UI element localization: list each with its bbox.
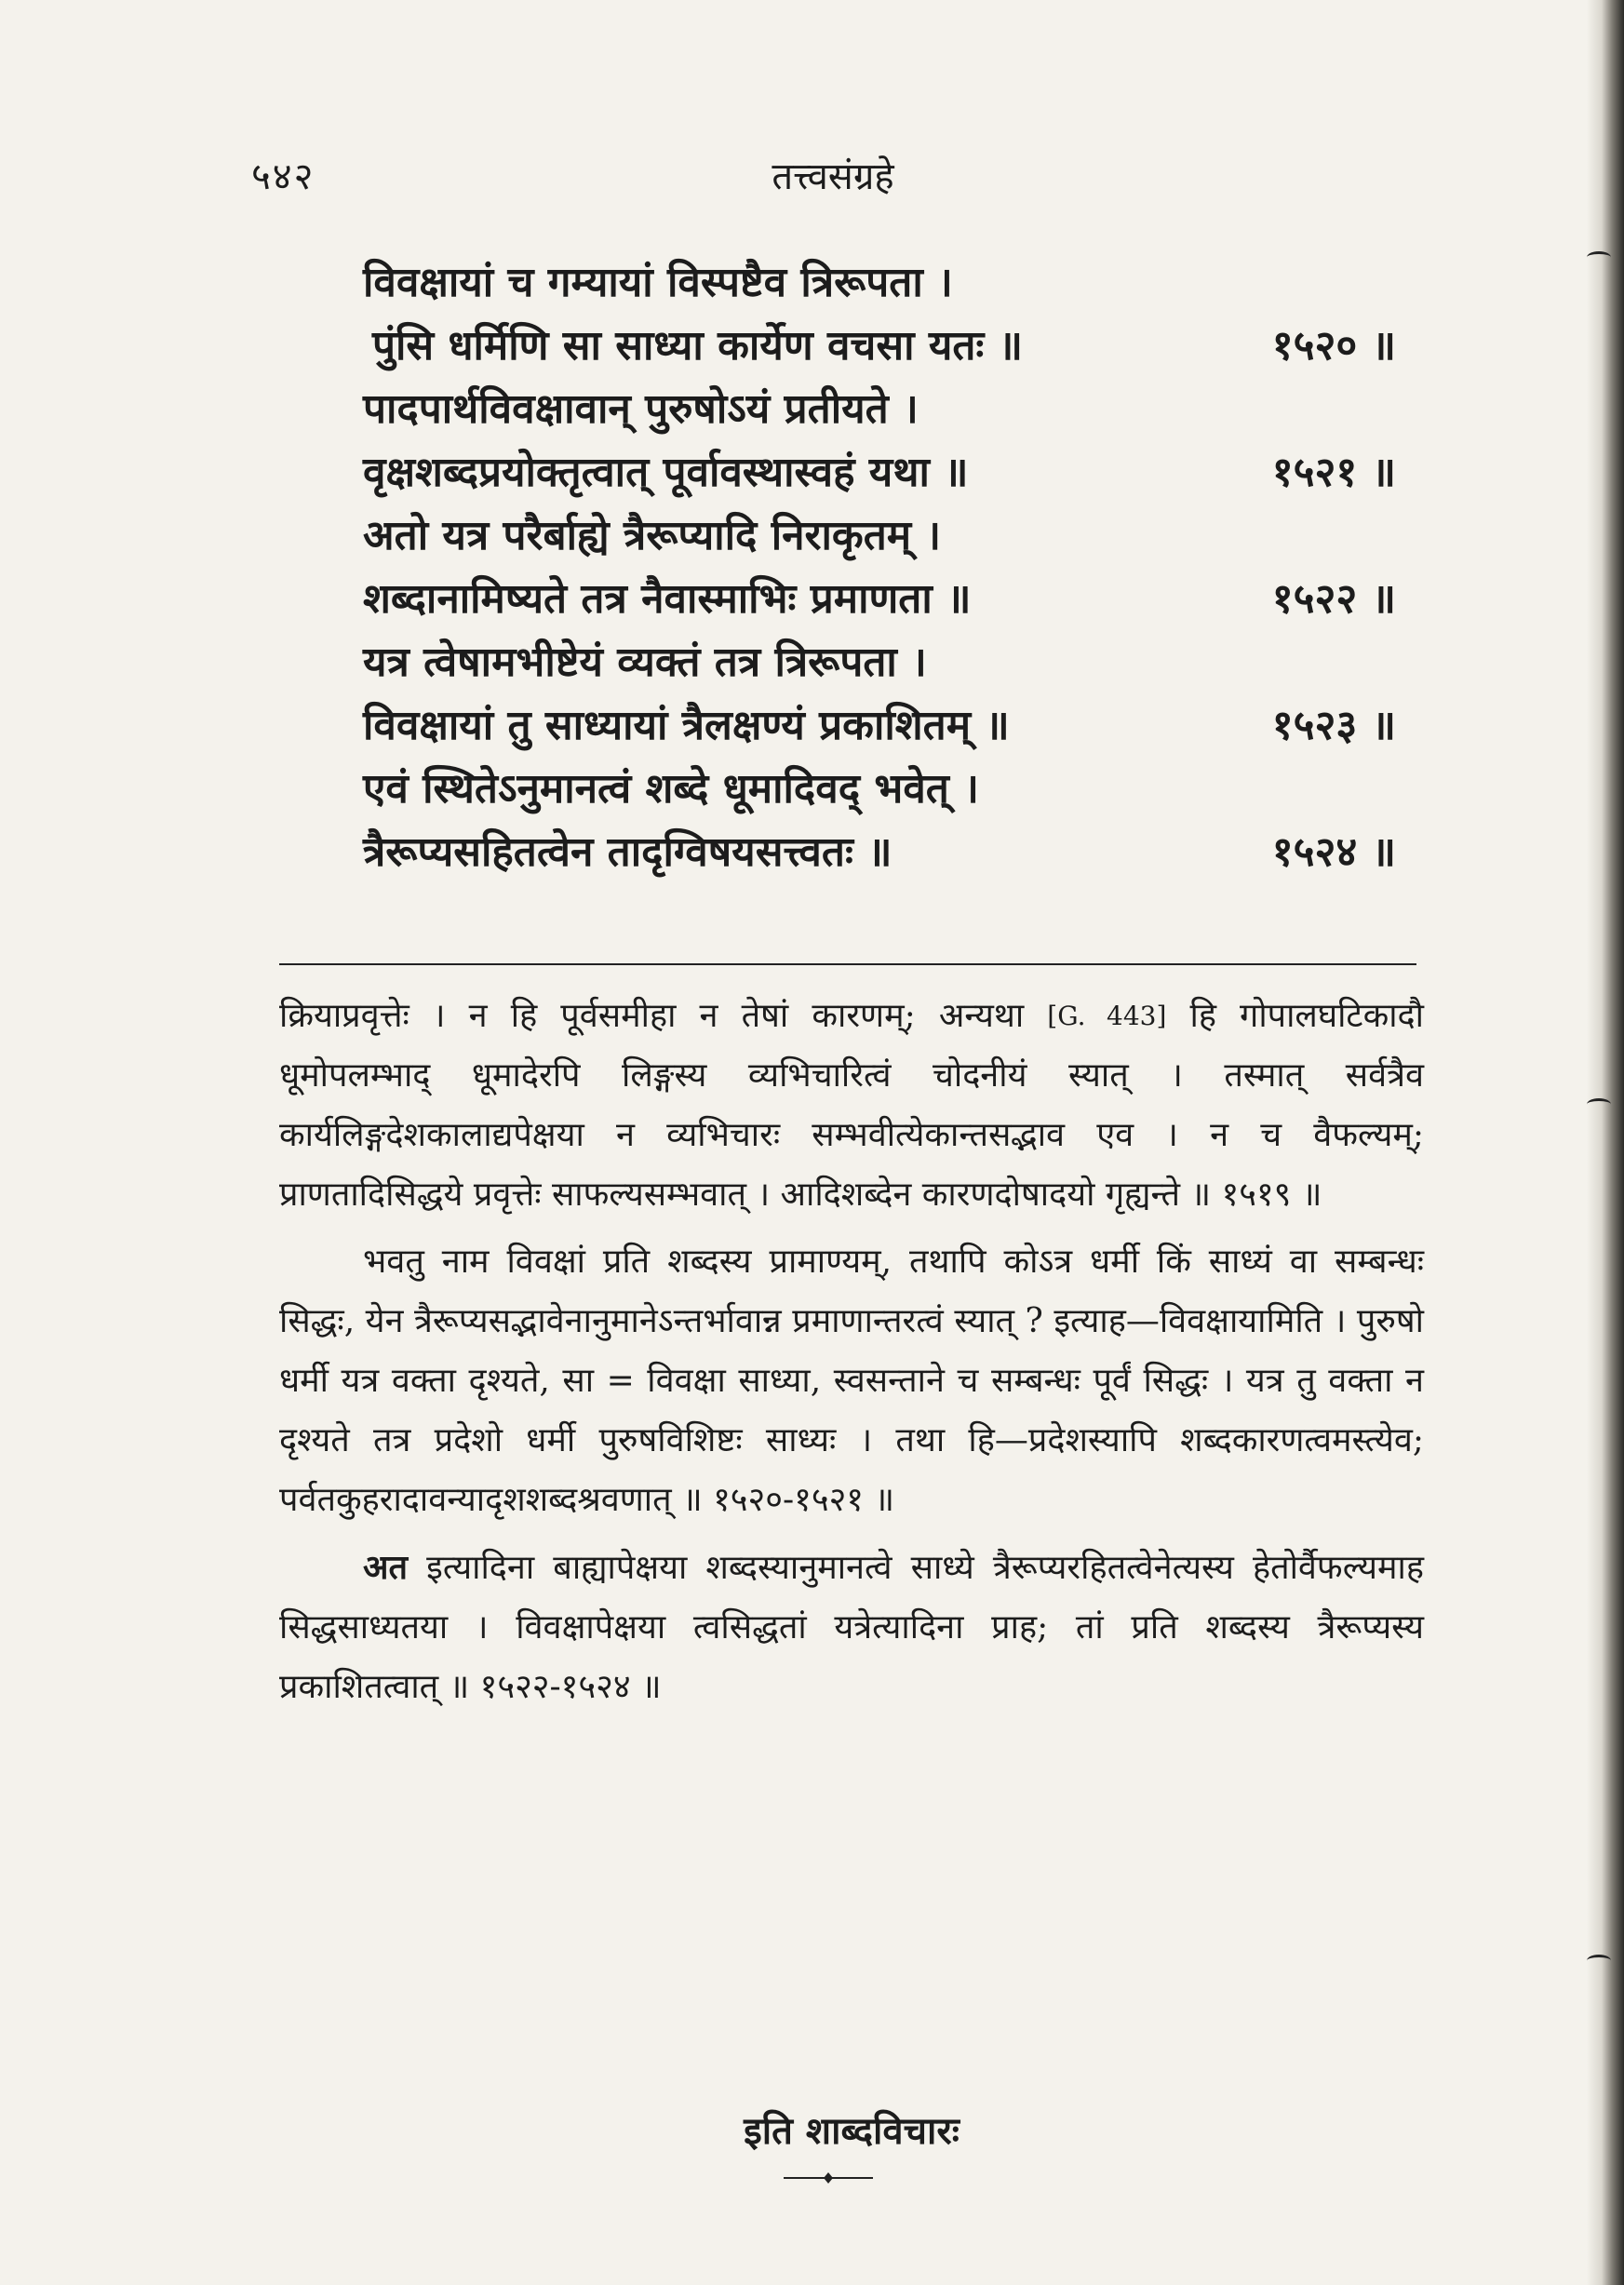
commentary-block: [279, 987, 1424, 1725]
section-colophon: इति शाब्दविचारः: [744, 2109, 960, 2153]
verse-text: त्रैरूप्यसहितत्वेन तादृग्विषयसत्त्वतः ॥: [363, 828, 893, 876]
verse-number: १५२१ ॥: [1271, 449, 1396, 496]
commentary-paragraph: [279, 1538, 1424, 1717]
page-number: ५४२: [251, 155, 315, 198]
verse-text: शब्दानामिष्यते तत्र नैवास्माभिः प्रमाणता ॥: [363, 575, 972, 623]
verse-line: [363, 441, 1396, 504]
verse-line: [363, 568, 1396, 631]
page-header: [251, 149, 1415, 205]
verse-line: [363, 758, 1396, 821]
commentary-lead-word: अत: [363, 1548, 409, 1587]
verse-line: [363, 821, 1396, 884]
ornament-rule-icon: [782, 2169, 875, 2187]
commentary-paragraph: भवतु नाम विवक्षां प्रति शब्दस्य प्रामाण्यम्, तथापि कोऽत्र धर्मी किं साध्यं वा सम्बन्धः सिद्धः, येन त्रैरूप्यसद्भावेनानुमानेऽन्तर्भावान्न प्रमाणान्तरत्वं स्यात् ? इत्याह—विवक्षायामिति । पुरुषो धर्मी यत्र वक्ता दृश्यते, सा = विवक्षा साध्या, स्वसन्ताने च सम्बन्धः पूर्वं सिद्धः । यत्र तु वक्ता न दृश्यते तत्र प्रदेशो धर्मी पुरुषविशिष्टः साध्यः । तथा हि—प्रदेशस्यापि शब्दकारणत्वमस्त्येव; पर्वतकुहरादावन्यादृशशब्दश्रवणात् ॥ १५२०-१५२१ ॥: [279, 1243, 1424, 1519]
verse-text: वृक्षशब्दप्रयोक्तृत्वात् पूर्वावस्थास्वहं यथा ॥: [363, 449, 969, 496]
verse-line: [363, 251, 1396, 315]
commentary-text: हि गोपालघटिकादौ धूमोपलम्भाद् धूमादेरपि लिङ्गस्य व्यभिचारित्वं चोदनीयं स्यात् । तस्मात् सर्वत्रैव कार्यलिङ्गदेशकालाद्यपेक्षया न व्यभिचारः सम्भवीत्येकान्तसद्भाव एव । न च वैफल्यम्; प्राणतादिसिद्धये प्रवृत्तेः साफल्यसम्भवात् । आदिशब्देन कारणदोषादयो गृह्यन्ते ॥ १५१९ ॥: [279, 997, 1424, 1214]
verse-line: [363, 504, 1396, 568]
running-title: तत्त्वसंग्रहे: [772, 155, 894, 198]
verse-number: १५२३ ॥: [1271, 702, 1396, 749]
verse-block: [363, 251, 1396, 884]
commentary-text: इत्यादिना बाह्यापेक्षया शब्दस्यानुमानत्वे साध्ये त्रैरूप्यरहितत्वेनेत्यस्य हेतोर्वैफल्यमाह सिद्धसाध्यतया । विवक्षापेक्षया त्वसिद्धतां यत्रेत्यादिना प्राह; तां प्रति शब्दस्य त्रैरूप्यस्य प्रकाशितत्वात् ॥ १५२२-१५२४ ॥: [279, 1549, 1424, 1706]
verse-text: अतो यत्र परैर्बाह्ये त्रैरूप्यादि निराकृतम् ।: [363, 512, 942, 559]
verse-text: पादपार्थविवक्षावान् पुरुषोऽयं प्रतीयते ।: [363, 385, 919, 433]
verse-number: १५२४ ॥: [1271, 828, 1396, 876]
verse-text: विवक्षायां तु साध्यायां त्रैलक्षण्यं प्रकाशितम् ॥: [363, 702, 1010, 749]
edition-page-reference: [G. 443]: [1047, 1001, 1167, 1031]
commentary-text: क्रियाप्रवृत्तेः । न हि पूर्वसमीहा न तेषां कारणम्; अन्यथा: [279, 997, 1048, 1035]
commentary-paragraph: [279, 987, 1424, 1225]
verse-number: १५२० ॥: [1271, 322, 1396, 370]
verse-line: [363, 378, 1396, 441]
verse-line: [363, 631, 1396, 694]
verse-text: पुंसि धर्मिणि सा साध्या कार्येण वचसा यतः ॥: [372, 322, 1023, 370]
verse-line: [363, 694, 1396, 758]
separator-rule: [279, 963, 1416, 965]
book-spine-edge: [1587, 0, 1624, 2285]
verse-text: विवक्षायां च गम्यायां विस्पष्टैव त्रिरूपता ।: [363, 259, 953, 306]
verse-line: [363, 315, 1396, 378]
verse-number: १५२२ ॥: [1271, 575, 1396, 623]
verse-text: एवं स्थितेऽनुमानत्वं शब्दे धूमादिवद् भवेत् ।: [363, 765, 979, 813]
verse-text: यत्र त्वेषामभीष्टेयं व्यक्तं तत्र त्रिरूपता ।: [363, 638, 927, 686]
